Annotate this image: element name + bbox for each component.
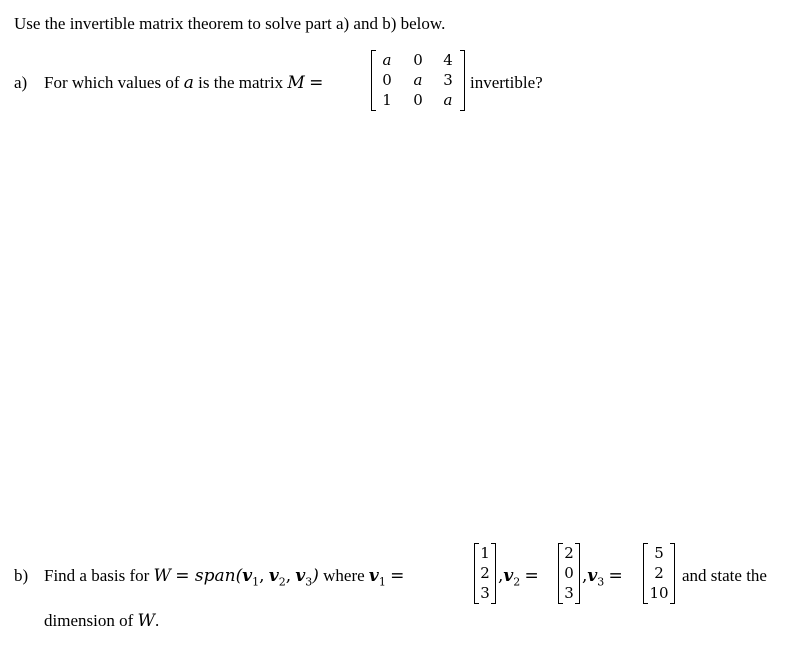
part-a-text-after: invertible? (470, 73, 543, 92)
dimension-text: dimension of (44, 611, 134, 630)
matrix-cell: 4 (443, 51, 453, 69)
v2-subscript: 2 (278, 575, 286, 589)
matrix-cell: a (382, 51, 392, 69)
v2-subscript: 2 (513, 575, 521, 589)
v1-symbol: v (242, 566, 253, 586)
vector-cell: 0 (564, 564, 574, 582)
w-symbol: W (153, 566, 172, 586)
v1-subscript: 1 (378, 575, 386, 589)
matrix-cell: 0 (382, 71, 392, 89)
vector-v2 (558, 543, 580, 604)
matrix-cell: a (413, 71, 423, 89)
matrix-cell: a (443, 91, 453, 109)
equals-sign: = (524, 566, 539, 586)
part-b-question (44, 566, 404, 588)
v2-expression (498, 566, 539, 588)
v2-symbol: v (503, 566, 514, 586)
equals-sign: = (390, 566, 405, 586)
part-b-text-after: and state the (682, 566, 767, 585)
part-a-label: a) (14, 73, 28, 92)
vector-cell: 10 (649, 584, 669, 602)
part-a-var-a: a (183, 73, 194, 93)
vector-cell: 2 (480, 564, 490, 582)
vector-cell: 2 (564, 544, 574, 562)
matrix-right-bracket (460, 50, 465, 111)
matrix-cell: 1 (382, 91, 392, 109)
where-text: where (323, 566, 365, 585)
matrix-left-bracket (371, 50, 376, 111)
v3-symbol: v (587, 566, 598, 586)
vector-cell: 3 (480, 584, 490, 602)
comma: , (285, 566, 292, 586)
v2-symbol: v (268, 566, 279, 586)
vector-cell: 5 (654, 544, 664, 562)
part-a-question (44, 73, 323, 93)
v1-symbol: v (368, 566, 379, 586)
v1-subscript: 1 (252, 575, 260, 589)
equals-sign: = (309, 73, 324, 93)
w-symbol: W (137, 611, 155, 631)
part-b-line2 (44, 611, 159, 631)
part-b-text-before: Find a basis for (44, 566, 150, 585)
comma: , (498, 566, 504, 586)
span-eq: = span( (175, 566, 243, 586)
vector-cell: 3 (564, 584, 574, 602)
v3-symbol: v (295, 566, 306, 586)
part-b-label: b) (14, 566, 29, 585)
vector-v1 (474, 543, 496, 604)
equals-sign: = (608, 566, 623, 586)
v3-expression (582, 566, 623, 588)
intro-text: Use the invertible matrix theorem to solve part a) and b) below. (14, 14, 446, 33)
vector-v3 (643, 543, 675, 604)
vector-cell: 1 (480, 544, 490, 562)
matrix-cell: 3 (443, 71, 453, 89)
comma: , (582, 566, 588, 586)
period: . (154, 611, 160, 630)
matrix-cell: 0 (413, 91, 423, 109)
part-a-text-middle: is the matrix (198, 73, 284, 92)
part-a-text-before: For which values of (44, 73, 180, 92)
vector-cell: 2 (654, 564, 664, 582)
matrix-cell: 0 (413, 51, 423, 69)
matrix-m (371, 50, 465, 111)
comma: , (259, 566, 265, 586)
v3-subscript: 3 (305, 575, 313, 589)
v3-subscript: 3 (597, 575, 605, 589)
close-paren: ) (312, 566, 319, 586)
matrix-name: M (287, 73, 305, 93)
